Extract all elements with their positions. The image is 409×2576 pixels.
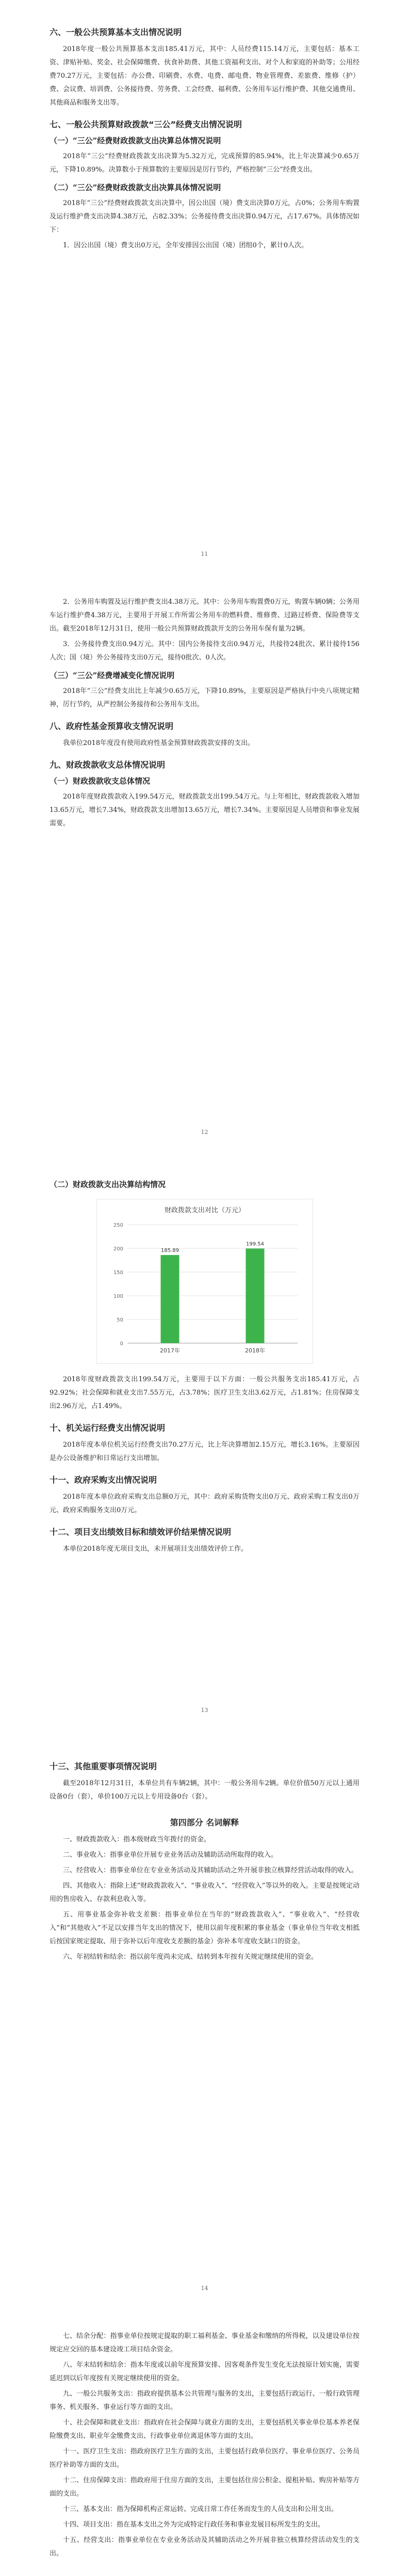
bar-chart bbox=[96, 1199, 313, 1364]
chart-frame bbox=[96, 1199, 313, 1364]
page-2 bbox=[0, 578, 409, 1156]
part-4-heading: 第四部分 名词解释 bbox=[170, 1818, 239, 1827]
glossary-item-12: 十二、住房保障支出：指政府用于住房方面的支出，主要包括住房公积金、提租补贴、购房补贴等方面的支出。 bbox=[50, 2477, 359, 2498]
glossary-item-3: 三、经营收入：指事业单位在专业业务活动及其辅助活动之外开展非独立核算经营活动取得的收入。 bbox=[63, 1867, 358, 1874]
section-12-heading: 十二、项目支出绩效目标和绩效评价结果情况说明 bbox=[50, 1527, 232, 1537]
page-5 bbox=[0, 2312, 409, 2576]
x-tick-label: 2017年 bbox=[159, 1347, 180, 1354]
page-number: 14 bbox=[201, 2285, 208, 2292]
section-7-item-1: 1．因公出国（境）费支出0万元，全年安排因公出国（境）团组0个，累计0人次。 bbox=[63, 242, 308, 249]
page-3 bbox=[0, 1156, 409, 1734]
glossary-item-10: 十、社会保障和就业支出：指政府在社会保障与就业方面的支出，主要包括机关事业单位基本养老保险缴费支出、职业年金缴费支出、行政事业单位离退休等方面的支出。 bbox=[50, 2419, 359, 2440]
glossary-item-11: 十一、医疗卫生支出：指政府医疗卫生方面的支出，主要包括行政单位医疗、事业单位医疗、公务员医疗补助等方面的支出。 bbox=[50, 2448, 359, 2469]
glossary-item-14: 十四、项目支出：指在基本支出之外为完成特定行政任务和事业发展目标所发生的支出。 bbox=[63, 2521, 325, 2529]
section-9-sub2-paragraph: 2018年度财政拨款支出199.54万元，主要用于以下方面：一般公共服务支出185.41万元，占92.92%；社会保障和就业支出7.55万元，占3.78%；医疗卫生支出3.62万元，占1.81%；住房保障支出2.96万元，占1.49%。 bbox=[50, 1376, 359, 1410]
glossary-item-9: 九、一般公共服务支出：指政府提供基本公共管理与服务的支出，主要包括行政运行、一般行政管理事务、机关服务、事业运行等方面的支出。 bbox=[50, 2390, 359, 2411]
glossary-item-5: 五、用事业基金弥补收支差额：指事业单位在当年的“财政拨款收入”、“事业收入”、“经营收入”和“其他收入”不足以安排当年支出的情况下，使用以前年度积累的事业基金（事业单位当年收支相抵后按国家规定提取、用于弥补以后年度收支差额的基金）弥补本年度收支缺口的资金。 bbox=[50, 1911, 359, 1945]
page-number: 11 bbox=[201, 551, 208, 557]
glossary-item-6: 六、年初结转和结余：指以前年度尚未完成、结转到本年按有关规定继续使用的资金。 bbox=[63, 1953, 318, 1961]
section-6-heading: 六、一般公共预算基本支出情况说明 bbox=[50, 27, 182, 37]
section-7-sub3-paragraph: 2018年“三公”经费支出比上年减少0.65万元，下降10.89%，主要原因是严格执行中央八项规定精神，厉行节约，从严控制公务接待和公务用车支出。 bbox=[50, 687, 359, 708]
section-7-item-3: 3．公务接待费支出0.94万元。其中：国内公务接待支出0.94万元，共接待24批次、累计接待156人次；国（境）外公务接待支出0万元，接待0批次、0人次。 bbox=[50, 640, 359, 662]
page-number: 13 bbox=[201, 1707, 208, 1714]
section-6-paragraph: 2018年度一般公共预算基本支出185.41万元，其中：人员经费115.14万元，主要包括：基本工资、津贴补贴、奖金、社会保障缴费、伙食补助费、其他工资福利支出、对个人和家庭的补助等；公用经费70.27万元，主要包括：办公费、印刷费、水费、电费、邮电费、物业管理费、差旅费、维修（护）费、会议费、培训费、公务接待费、劳务费、工会经费、福利费、公务用车运行维护费、其他交通费用、其他商品和服务支出等。 bbox=[50, 45, 359, 107]
section-11-paragraph: 2018年度本单位政府采购支出总额0万元，其中：政府采购货物支出0万元、政府采购工程支出0万元、政府采购服务支出0万元。 bbox=[50, 1493, 359, 1514]
x-tick-label: 2018年 bbox=[244, 1347, 265, 1354]
section-7-heading: 七、一般公共预算财政拨款“三公”经费支出情况说明 bbox=[50, 120, 242, 129]
y-tick-label: 250 bbox=[113, 1223, 123, 1228]
y-tick-label: 150 bbox=[113, 1270, 123, 1276]
bar-value-label: 185.89 bbox=[160, 1247, 179, 1253]
section-8-heading: 八、政府性基金预算收支情况说明 bbox=[50, 721, 174, 731]
glossary-item-13: 十三、基本支出：指为保障机构正常运转、完成日常工作任务而发生的人员支出和公用支出。 bbox=[63, 2505, 338, 2513]
glossary-item-7: 七、结余分配：指事业单位按规定提取的职工福利基金、事业基金和缴纳的所得税，以及建设单位按规定应交回的基本建设竣工项目结余资金。 bbox=[50, 2332, 359, 2353]
section-9-sub1-paragraph: 2018年度财政拨款收入199.54万元，财政拨款支出199.54万元。与上年相比，财政拨款收入增加13.65万元，增长7.34%，财政拨款支出增加13.65万元，增长7.34%。主要原因是人员增资和事业发展需要。 bbox=[50, 793, 359, 827]
section-13-paragraph: 截至2018年12月31日，本单位共有车辆2辆，其中：一般公务用车2辆。单位价值50万元以上通用设备0台（套），单价100万元以上专用设备0台（套）。 bbox=[50, 1780, 359, 1801]
y-tick-label: 100 bbox=[113, 1294, 123, 1299]
section-9-sub2-heading: （二）财政拨款支出决算结构情况 bbox=[50, 1180, 166, 1189]
section-10-paragraph: 2018年度本单位机关运行经费支出70.27万元，比上年决算增加2.15万元，增长3.16%。主要原因是办公设备维护和日常运行支出增加。 bbox=[50, 1441, 359, 1462]
glossary-item-1: 一、财政拨款收入：指本级财政当年拨付的资金。 bbox=[63, 1836, 211, 1843]
glossary-item-2: 二、事业收入：指事业单位开展专业业务活动及辅助活动所取得的收入。 bbox=[63, 1851, 278, 1859]
glossary-item-15: 十五、经营支出：指事业单位在专业业务活动及其辅助活动之外开展非独立核算经营活动发生的支出。 bbox=[50, 2536, 359, 2557]
section-11-heading: 十一、政府采购支出情况说明 bbox=[50, 1475, 157, 1485]
section-9-heading: 九、财政拨款收支总体情况说明 bbox=[50, 760, 166, 770]
bar-0 bbox=[160, 1255, 179, 1343]
section-7-sub3-heading: （三）“三公”经费增减变化情况说明 bbox=[50, 671, 175, 680]
bar-chart-svg bbox=[96, 1199, 313, 1364]
section-7-sub2-heading: （二）“三公”经费财政拨款支出决算具体情况说明 bbox=[50, 183, 221, 192]
y-tick-label: 0 bbox=[120, 1341, 123, 1347]
glossary-item-4: 四、其他收入：指除上述“财政拨款收入”、“事业收入”、“经营收入”等以外的收入。主要是按规定动用的售房收入、存款利息收入等。 bbox=[50, 1882, 359, 1903]
bar-value-label: 199.54 bbox=[246, 1241, 264, 1247]
y-tick-label: 50 bbox=[116, 1317, 123, 1323]
section-7-sub2-paragraph: 2018年“三公”经费财政拨款支出决算中，因公出国（境）费支出决算0万元，占0%；公务用车购置及运行维护费支出决算4.38万元，占82.33%；公务接待费支出决算0.94万元，占17.67%。具体情况如下： bbox=[50, 199, 359, 234]
section-12-paragraph: 本单位2018年度无项目支出，未开展项目支出绩效评价工作。 bbox=[63, 1545, 248, 1553]
section-8-paragraph: 我单位2018年度没有使用政府性基金预算财政拨款安排的支出。 bbox=[63, 739, 255, 747]
page-4 bbox=[0, 1734, 409, 2312]
glossary-item-8: 八、年末结转和结余：指本年度或以前年度预算安排、因客观条件发生变化无法按原计划实施，需要延迟到以后年度按有关规定继续使用的资金。 bbox=[50, 2361, 359, 2382]
bar-1 bbox=[246, 1248, 264, 1343]
section-10-heading: 十、机关运行经费支出情况说明 bbox=[50, 1423, 166, 1433]
page-1 bbox=[0, 0, 409, 578]
y-tick-label: 200 bbox=[113, 1246, 123, 1252]
section-7-item-2: 2．公务用车购置及运行维护费支出4.38万元。其中：公务用车购置费0万元，购置车辆0辆；公务用车运行维护费4.38万元，主要用于开展工作所需公务用车的燃料费、维修费、过路过桥费、保险费等支出。截至2018年12月31日，使用一般公共预算财政拨款开支的公务用车保有量为2辆。 bbox=[50, 598, 359, 633]
chart-title: 财政拨款支出对比（万元） bbox=[164, 1207, 245, 1214]
section-7-sub1-paragraph: 2018年“三公”经费财政拨款支出决算为5.32万元，完成预算的85.94%，比上年决算减少0.65万元，下降10.89%。决算数小于预算数的主要原因是厉行节约，严格控制“三公”经费支出。 bbox=[50, 152, 359, 174]
section-7-sub1-heading: （一）“三公”经费财政拨款支出决算总体情况说明 bbox=[50, 136, 221, 145]
section-13-heading: 十三、其他重要事项情况说明 bbox=[50, 1761, 157, 1771]
section-9-sub1-heading: （一）财政拨款收支总体情况 bbox=[50, 776, 151, 786]
page-number: 12 bbox=[201, 1129, 208, 1136]
